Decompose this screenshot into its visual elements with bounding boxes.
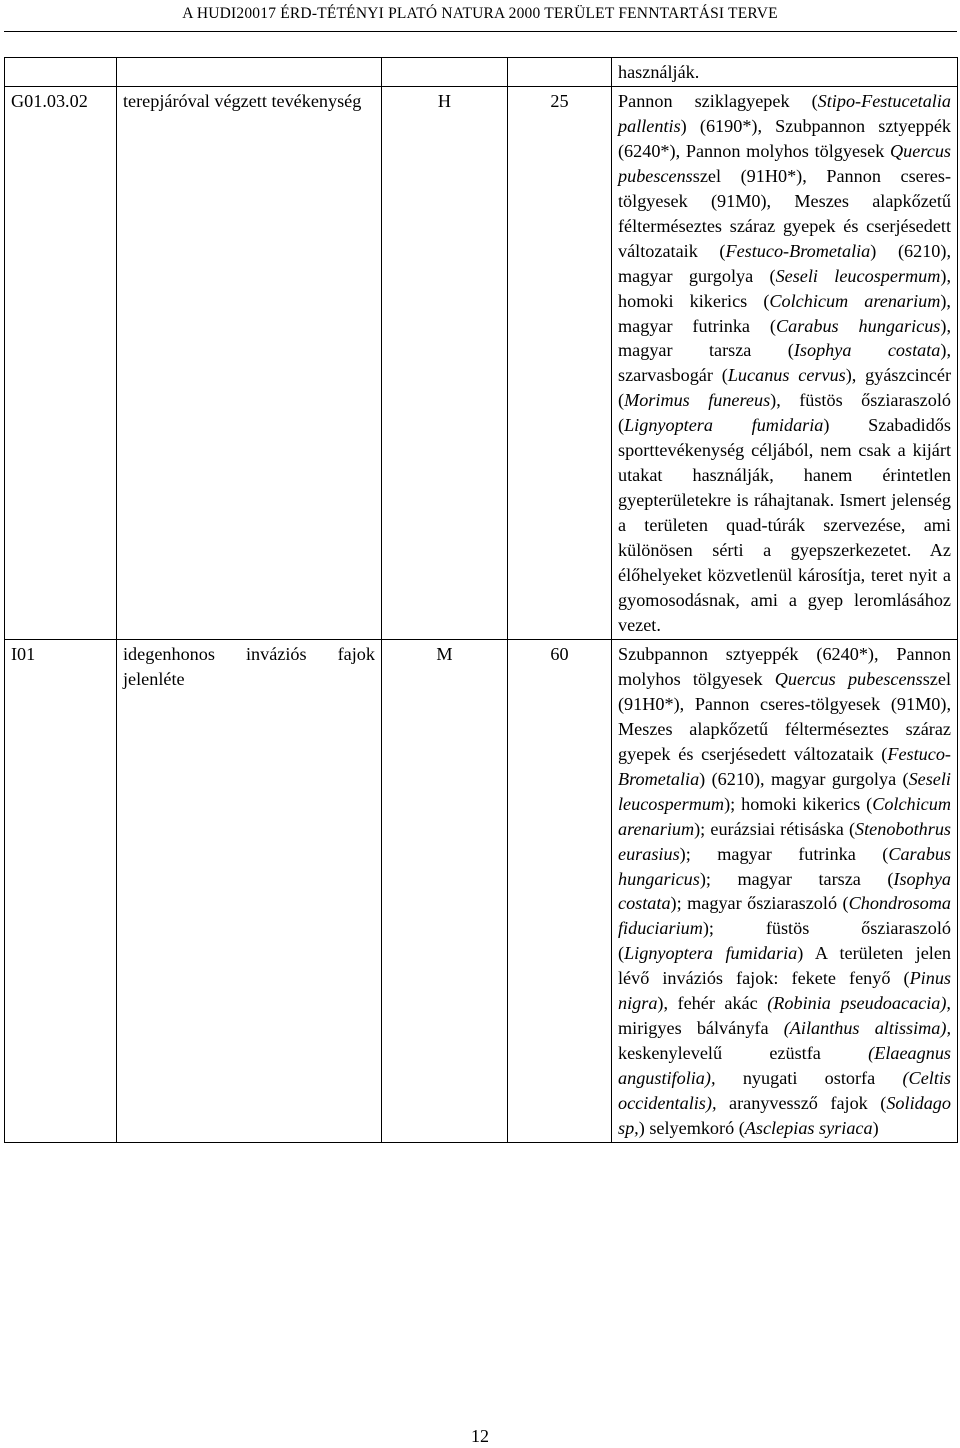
species-name-italic: Asclepias syriaca	[744, 1118, 873, 1139]
species-name-italic: Festuco-Brometalia	[618, 743, 951, 789]
detail-text-segment: ); homoki kikerics (	[724, 793, 873, 814]
detail-text-segment: ); füstös ősziaraszoló (	[618, 918, 951, 964]
detail-text-segment: ), fehér akác	[657, 993, 768, 1014]
species-name-italic: Quercus pubescens	[774, 668, 923, 689]
species-name-italic: Lucanus cervus	[727, 365, 846, 386]
detail-text-segment: Szubpannon sztyeppék (6240*), Pannon molyhos tölgyesek	[618, 643, 951, 689]
threat-percent-cell: 60	[508, 639, 612, 1142]
detail-text-segment: használják.	[618, 62, 700, 82]
threat-code-cell: I01	[5, 639, 117, 1142]
detail-text-segment: ), gyászcincér (	[618, 365, 952, 411]
detail-text-segment: )	[872, 1118, 879, 1139]
species-name-italic: Festuco-Brometalia	[725, 240, 871, 261]
threats-table-body	[5, 58, 958, 1143]
detail-text-segment: ), szarvasbogár (	[618, 340, 951, 386]
detail-text-segment: ) (6190*), Szubpannon sztyeppék (6240*), Pannon molyhos tölgyesek	[618, 115, 951, 161]
detail-text-segment: szel (91H0*), Pannon cseres-tölgyesek (91M0), Meszes alapkőzetű félterméseztes száraz gyepek és cserjésedett változataik (	[618, 165, 951, 261]
detail-text-segment: Pannon sziklagyepek (	[618, 90, 818, 111]
table-row	[5, 58, 958, 87]
species-name-italic: Morimus funereus	[624, 390, 771, 411]
species-name-italic: Lignyoptera fumidaria	[624, 415, 824, 436]
detail-text-segment: mirigyes bálványfa	[618, 1018, 784, 1039]
species-name-italic: (Elaeagnus angustifolia),	[618, 1043, 951, 1089]
species-name-italic: Isophya costata	[618, 868, 951, 914]
species-name-italic: (Robinia pseudoacacia),	[767, 993, 951, 1014]
header-rule	[4, 31, 957, 32]
detail-text-segment: ); eurázsiai rétisáska (	[694, 818, 855, 839]
detail-text-segment: ) (6210), magyar gurgolya (	[618, 240, 952, 286]
detail-text-segment: szel (91H0*), Pannon cseres-tölgyesek (91M0), Meszes alapkőzetű félterméseztes száraz gyepek és cserjésedett változataik (	[618, 668, 951, 764]
threat-detail-cell	[612, 639, 958, 1142]
threat-description-cell	[117, 58, 382, 87]
detail-text-segment: ), magyar tarsza (	[618, 315, 951, 361]
threat-detail-cell	[612, 86, 958, 639]
detail-text-segment: ) Szabadidős sporttevékenység céljából, nem csak a kijárt utakat használják, hanem érintetlen gyepterületekre is ráhajtanak. Ismert jelenség a területen quad-túrák szervezése, ami különösen sérti a gyepszerkezetet. Az élőhelyeket közvetlenül károsítja, teret nyit a gyomosodásnak, ami a gyep leromlásához vezet.	[618, 415, 951, 635]
detail-text-segment: ) A területen jelen lévő inváziós fajok: fekete fenyő (	[618, 943, 951, 989]
threats-table	[4, 57, 958, 1143]
species-name-italic: Pinus nigra	[618, 968, 951, 1014]
species-name-italic: Chondrosoma fiduciarium	[618, 893, 951, 939]
species-name-italic: Quercus pubescens	[618, 140, 951, 186]
detail-text-segment: nyugati ostorfa	[715, 1068, 903, 1089]
species-name-italic: Colchicum arenarium	[769, 290, 941, 311]
page-number: 12	[471, 1426, 489, 1446]
species-name-italic: (Celtis occidentalis),	[618, 1068, 951, 1114]
species-name-italic: Carabus hungaricus	[775, 315, 941, 336]
threat-percent-cell	[508, 58, 612, 87]
detail-text-segment: ), homoki kikerics (	[618, 265, 951, 311]
species-name-italic: Isophya costata	[793, 340, 941, 361]
detail-text-segment: aranyvessző fajok (	[716, 1093, 887, 1114]
running-header: A HUDI20017 ÉRD-TÉTÉNYI PLATÓ NATURA 2000 TERÜLET FENNTARTÁSI TERVE	[182, 5, 778, 22]
table-row	[5, 86, 958, 639]
detail-text-segment: ) selyemkoró (	[638, 1118, 745, 1139]
species-name-italic: Carabus hungaricus	[618, 843, 951, 889]
species-name-italic: Solidago sp,	[618, 1093, 951, 1139]
detail-text-segment: ) (6210), magyar gurgolya (	[699, 768, 909, 789]
species-name-italic: (Ailanthus altissima),	[783, 1018, 951, 1039]
species-name-italic: Seseli leucospermum	[618, 768, 951, 814]
species-name-italic: Seseli leucospermum	[775, 265, 941, 286]
threat-code-cell: G01.03.02	[5, 86, 117, 639]
species-name-italic: Colchicum arenarium	[618, 793, 951, 839]
threat-percent-cell: 25	[508, 86, 612, 639]
threat-importance-cell: M	[382, 639, 508, 1142]
threat-description-cell: terepjáróval végzett tevékenység	[117, 86, 382, 639]
threat-importance-cell: H	[382, 86, 508, 639]
threat-code-cell	[5, 58, 117, 87]
threat-description-cell: idegenhonos inváziós fajok jelenléte	[117, 639, 382, 1142]
detail-text-segment: ); magyar futrinka (	[679, 843, 889, 864]
threat-importance-cell	[382, 58, 508, 87]
species-name-italic: Stipo-Festucetalia pallentis	[618, 90, 951, 136]
species-name-italic: Lignyoptera fumidaria	[624, 943, 798, 964]
detail-text-segment: keskenylevelű ezüstfa	[618, 1043, 869, 1064]
table-row	[5, 639, 958, 1142]
detail-text-segment: ); magyar ősziaraszoló (	[670, 893, 849, 914]
detail-text-segment: ), füstös ősziaraszoló (	[618, 390, 951, 436]
species-name-italic: Stenobothrus eurasius	[618, 818, 951, 864]
detail-text-segment: ); magyar tarsza (	[699, 868, 894, 889]
threat-detail-cell	[612, 58, 958, 87]
detail-text-segment: ), magyar futrinka (	[618, 290, 951, 336]
